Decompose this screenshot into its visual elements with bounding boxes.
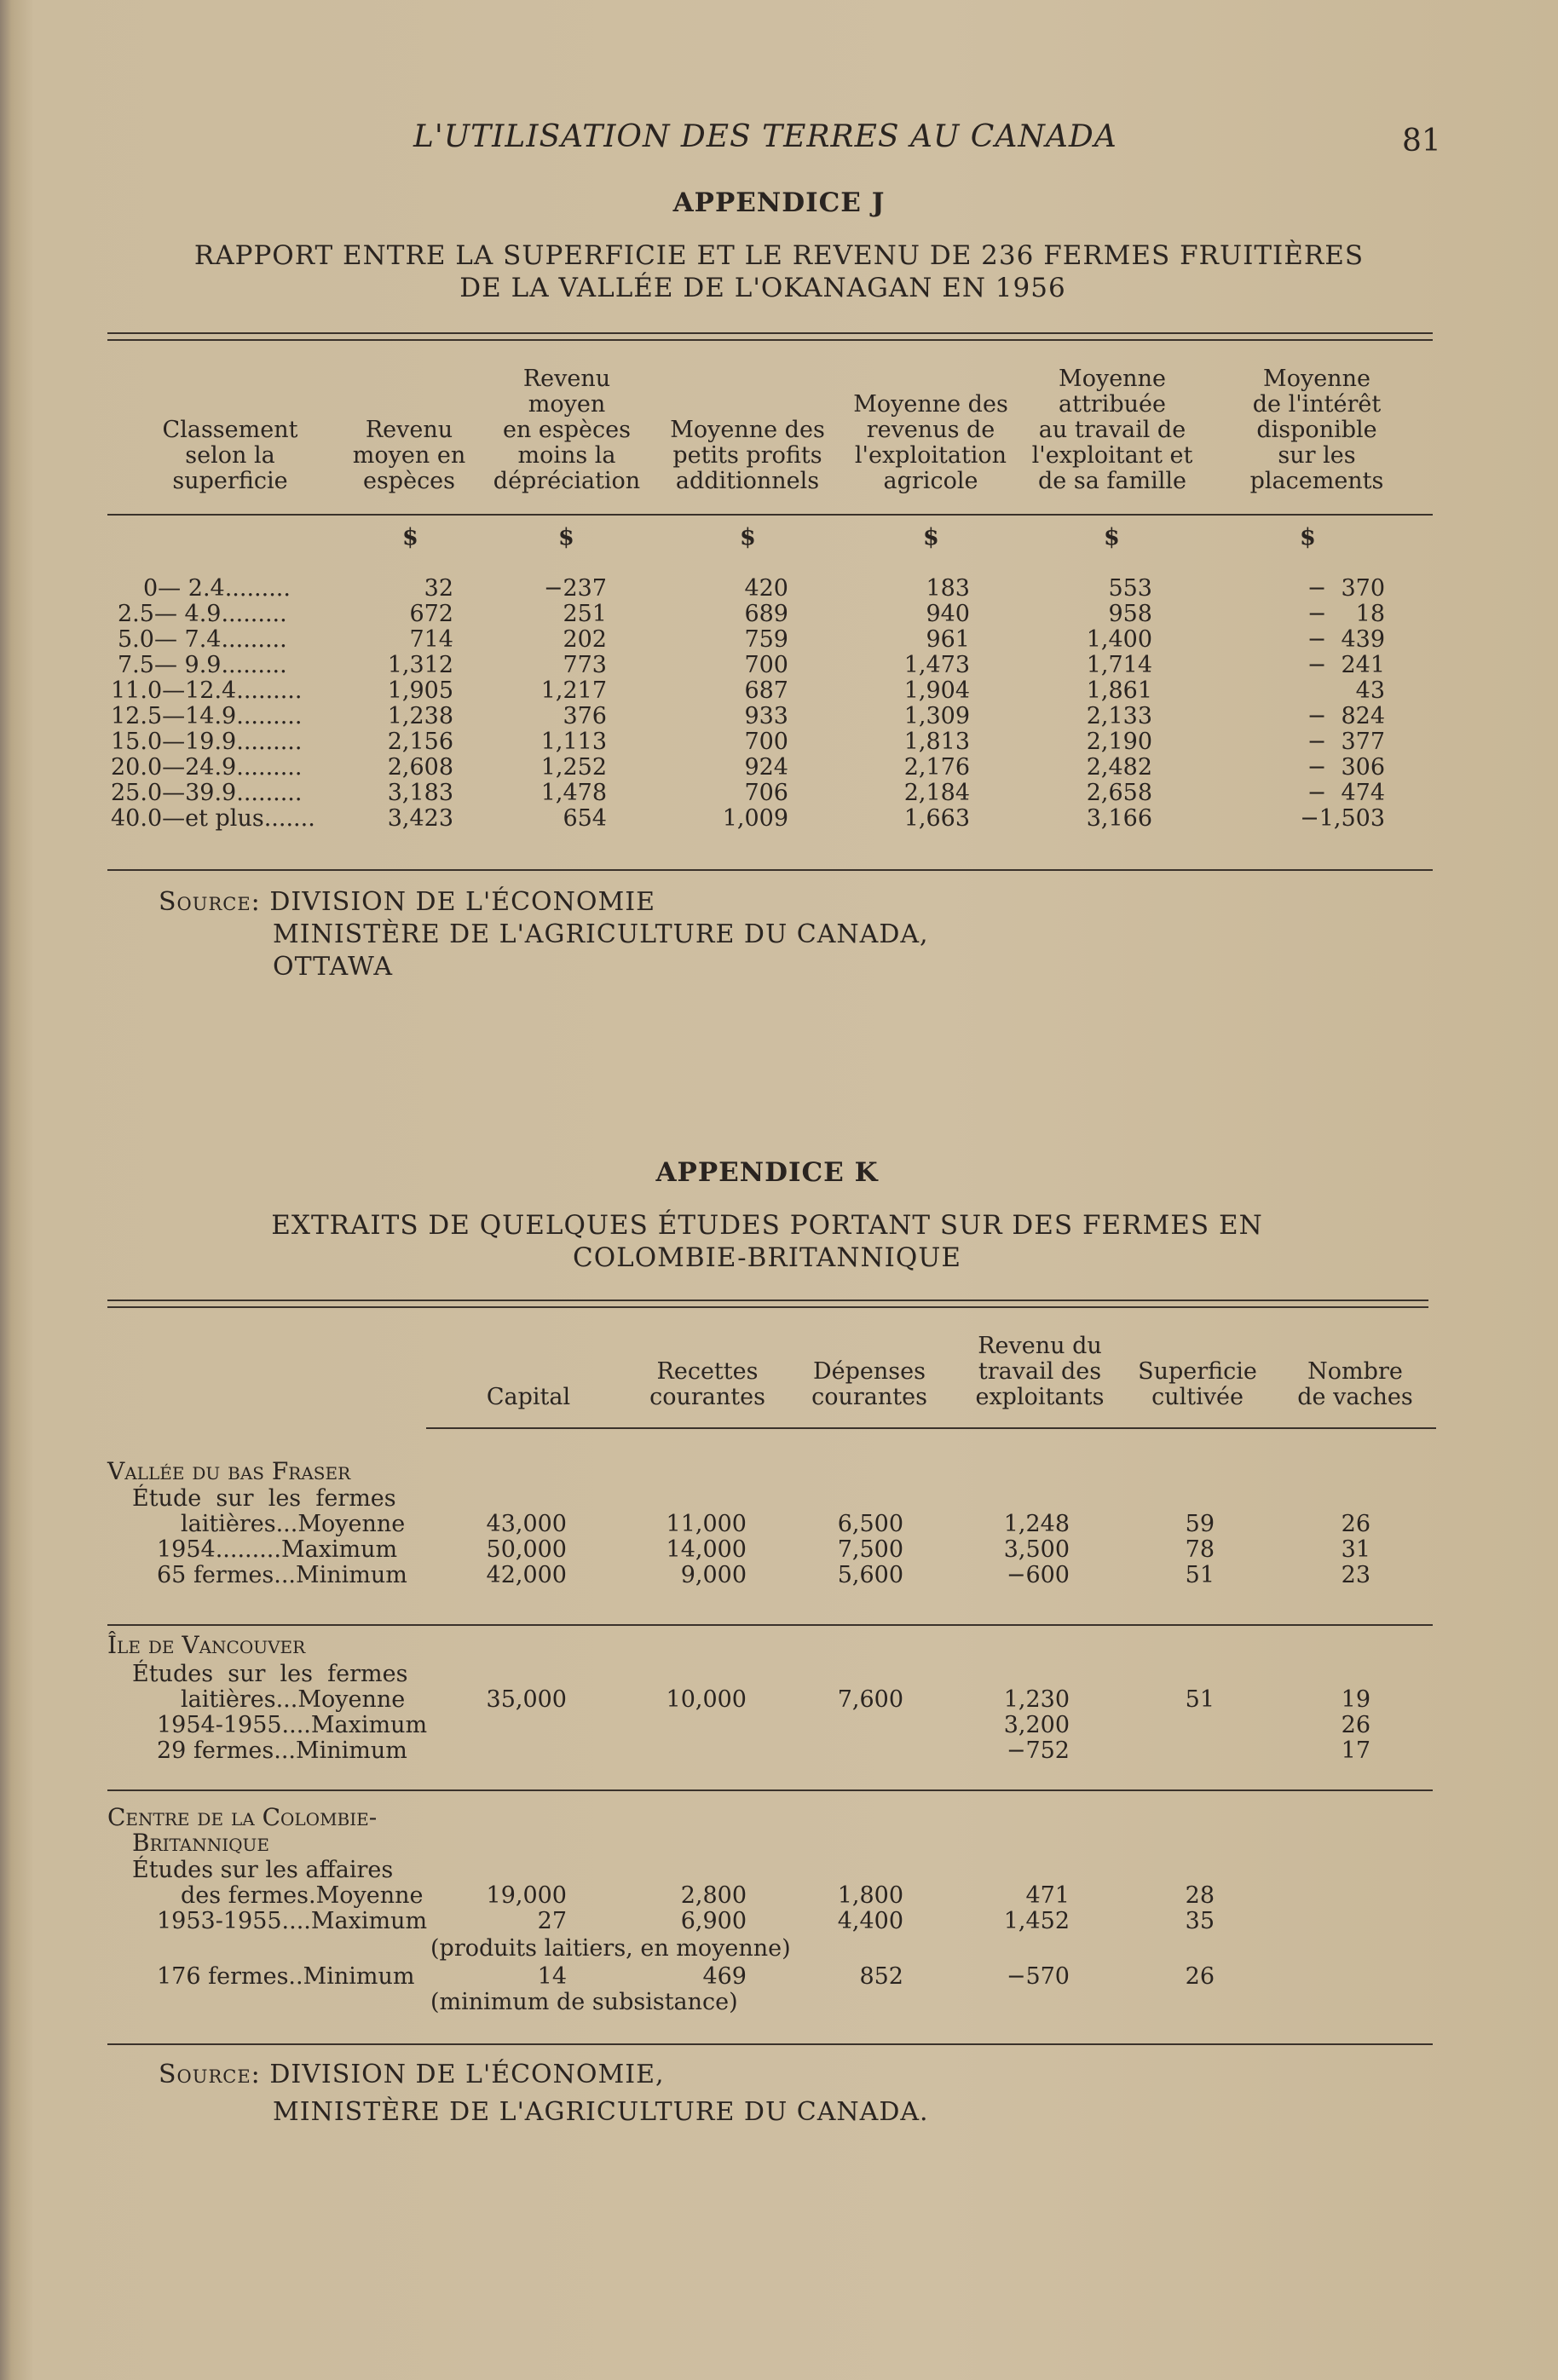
k-cell-rec: 14,000 bbox=[666, 1536, 747, 1563]
k-section3-note-min: (minimum de subsistance) bbox=[430, 1989, 738, 2015]
j-cell-c6: − 824 bbox=[1307, 703, 1385, 729]
j-row-class: 12.5—14.9......... bbox=[111, 703, 303, 729]
k-rule-top-2 bbox=[107, 1306, 1428, 1308]
k-header-recettes: Recettes courantes bbox=[649, 1358, 765, 1410]
j-row-class: 7.5— 9.9......... bbox=[118, 652, 287, 678]
k-source-line2: MINISTÈRE DE L'AGRICULTURE DU CANADA. bbox=[273, 2097, 929, 2127]
j-cell-c3: 420 bbox=[744, 575, 788, 602]
appendix-j-subtitle-1: RAPPORT ENTRE LA SUPERFICIE ET LE REVENU DE 236 FERMES FRUITIÈRES bbox=[193, 240, 1365, 271]
j-cell-c4: 961 bbox=[926, 626, 970, 653]
rule-bottom-j bbox=[107, 869, 1433, 871]
k-source-line1: DIVISION DE L'ÉCONOMIE, bbox=[269, 2060, 665, 2089]
j-header-travail: Moyenne attribuée au travail de l'exploitant et de sa famille bbox=[1031, 366, 1193, 494]
j-source-line1: DIVISION DE L'ÉCONOMIE bbox=[269, 887, 655, 917]
k-rule-sec1 bbox=[107, 1624, 1433, 1626]
j-cell-c6: − 241 bbox=[1307, 652, 1385, 678]
rule-top-1 bbox=[107, 332, 1433, 334]
j-cell-c3: 687 bbox=[744, 677, 788, 704]
appendix-j-subtitle-2: DE LA VALLÉE DE L'OKANAGAN EN 1956 bbox=[459, 273, 1066, 303]
j-cell-c3: 933 bbox=[744, 703, 788, 729]
k-cell-rev: −752 bbox=[1006, 1737, 1070, 1764]
j-cell-c4: 2,176 bbox=[903, 754, 970, 781]
j-source-label: Source: bbox=[159, 887, 261, 917]
k-cell-sup: 51 bbox=[1185, 1562, 1215, 1588]
currency-4: $ bbox=[923, 524, 939, 550]
currency-2: $ bbox=[558, 524, 574, 550]
j-cell-c5: 2,482 bbox=[1086, 754, 1152, 781]
k-section3-line1: Études sur les affaires bbox=[132, 1857, 394, 1883]
k-cell-cap: 27 bbox=[537, 1908, 567, 1934]
j-cell-c1: 672 bbox=[409, 601, 453, 627]
j-cell-c5: 1,861 bbox=[1086, 677, 1152, 704]
j-row-class: 0— 2.4......... bbox=[143, 575, 291, 602]
k-section2-line3: 1954-1955....Maximum bbox=[157, 1712, 428, 1738]
j-row-class: 11.0—12.4......... bbox=[111, 677, 303, 704]
k-cell-rec: 10,000 bbox=[666, 1686, 747, 1713]
k-cell-dep: 7,500 bbox=[837, 1536, 903, 1563]
k-cell-cap: 35,000 bbox=[486, 1686, 567, 1713]
k-header-revenu: Revenu du travail des exploitants bbox=[975, 1333, 1105, 1410]
j-cell-c3: 706 bbox=[744, 780, 788, 806]
k-section1-name: Vallée du bas Fraser bbox=[107, 1457, 351, 1485]
k-cell-rev: 471 bbox=[1025, 1882, 1070, 1909]
currency-1: $ bbox=[402, 524, 418, 550]
k-section1-line1: Étude sur les fermes bbox=[132, 1485, 396, 1512]
k-section3-line3: 1953-1955....Maximum bbox=[157, 1908, 428, 1934]
k-cell-vac: 31 bbox=[1341, 1536, 1370, 1563]
k-cell-cap: 42,000 bbox=[486, 1562, 567, 1588]
k-cell-cap: 19,000 bbox=[486, 1882, 567, 1909]
k-rule-top-1 bbox=[107, 1299, 1428, 1301]
j-header-profits: Moyenne des petits profits additionnels bbox=[670, 417, 825, 494]
j-cell-c2: 654 bbox=[563, 805, 607, 832]
j-cell-c2: 376 bbox=[563, 703, 607, 729]
j-row-class: 5.0— 7.4......... bbox=[118, 626, 287, 653]
k-cell-dep: 5,600 bbox=[837, 1562, 903, 1588]
k-cell-vac: 19 bbox=[1341, 1686, 1370, 1713]
k-header-vaches: Nombre de vaches bbox=[1297, 1358, 1413, 1410]
appendix-j-title: APPENDICE J bbox=[672, 187, 886, 218]
k-section3-line2: des fermes.Moyenne bbox=[181, 1882, 424, 1909]
j-row-class: 2.5— 4.9......... bbox=[118, 601, 287, 627]
j-cell-c5: 1,400 bbox=[1086, 626, 1152, 653]
j-source-line2: MINISTÈRE DE L'AGRICULTURE DU CANADA, bbox=[273, 919, 929, 949]
j-row-class: 40.0—et plus....... bbox=[111, 805, 315, 832]
rule-header bbox=[107, 514, 1433, 516]
j-cell-c2: −237 bbox=[543, 575, 607, 602]
k-section1-line3: 1954.........Maximum bbox=[157, 1536, 398, 1563]
j-header-interet: Moyenne de l'intérêt disponible sur les placements bbox=[1249, 366, 1384, 494]
j-cell-c2: 202 bbox=[563, 626, 607, 653]
j-cell-c3: 689 bbox=[744, 601, 788, 627]
k-cell-rev: −600 bbox=[1006, 1562, 1070, 1588]
k-cell-rec: 11,000 bbox=[666, 1511, 747, 1537]
j-source-line3: OTTAWA bbox=[273, 952, 393, 982]
k-source bbox=[159, 2059, 665, 2091]
j-cell-c2: 251 bbox=[563, 601, 607, 627]
j-header-class: Classement selon la superficie bbox=[162, 417, 298, 494]
j-cell-c4: 940 bbox=[926, 601, 970, 627]
k-section1-line2: laitières...Moyenne bbox=[181, 1511, 406, 1537]
j-row-class: 15.0—19.9......... bbox=[111, 729, 303, 755]
j-cell-c5: 958 bbox=[1108, 601, 1152, 627]
j-header-revenu-dep: Revenu moyen en espèces moins la dépréciation bbox=[493, 366, 641, 494]
k-cell-vac: 26 bbox=[1341, 1511, 1370, 1537]
k-cell-rec: 6,900 bbox=[680, 1908, 747, 1934]
k-cell-sup: 51 bbox=[1185, 1686, 1215, 1713]
k-cell-cap: 43,000 bbox=[486, 1511, 567, 1537]
k-cell-sup: 78 bbox=[1185, 1536, 1215, 1563]
k-cell-vac: 17 bbox=[1341, 1737, 1370, 1764]
j-cell-c1: 2,156 bbox=[387, 729, 453, 755]
k-cell-rev: 3,200 bbox=[1003, 1712, 1070, 1738]
j-cell-c2: 1,478 bbox=[540, 780, 607, 806]
j-header-revenu: Revenu moyen en espèces bbox=[352, 417, 466, 494]
j-cell-c3: 700 bbox=[744, 652, 788, 678]
rule-top-2 bbox=[107, 339, 1433, 341]
k-header-capital: Capital bbox=[486, 1384, 571, 1410]
j-row-class: 25.0—39.9......... bbox=[111, 780, 303, 806]
k-cell-sup: 28 bbox=[1185, 1882, 1215, 1909]
j-cell-c3: 759 bbox=[744, 626, 788, 653]
j-cell-c4: 1,813 bbox=[903, 729, 970, 755]
k-section3-name-1: Centre de la Colombie- bbox=[107, 1803, 378, 1831]
k-cell-dep: 6,500 bbox=[837, 1511, 903, 1537]
k-cell-rev: 1,230 bbox=[1003, 1686, 1070, 1713]
j-cell-c1: 2,608 bbox=[387, 754, 453, 781]
j-cell-c4: 1,904 bbox=[903, 677, 970, 704]
currency-3: $ bbox=[740, 524, 756, 550]
j-cell-c6: − 377 bbox=[1307, 729, 1385, 755]
j-cell-c2: 773 bbox=[563, 652, 607, 678]
k-section1-line4: 65 fermes...Minimum bbox=[157, 1562, 407, 1588]
k-header-depenses: Dépenses courantes bbox=[811, 1358, 927, 1410]
k-cell-rev: 1,452 bbox=[1003, 1908, 1070, 1934]
j-cell-c5: 3,166 bbox=[1086, 805, 1152, 832]
j-cell-c3: 700 bbox=[744, 729, 788, 755]
j-cell-c3: 1,009 bbox=[722, 805, 788, 832]
j-cell-c4: 183 bbox=[926, 575, 970, 602]
k-cell-rec: 9,000 bbox=[680, 1562, 747, 1588]
j-cell-c6: − 439 bbox=[1307, 626, 1385, 653]
k-cell-sup: 26 bbox=[1185, 1963, 1215, 1990]
k-cell-rev: 3,500 bbox=[1003, 1536, 1070, 1563]
k-rule-bottom bbox=[107, 2043, 1433, 2045]
j-cell-c5: 1,714 bbox=[1086, 652, 1152, 678]
k-source-label: Source: bbox=[159, 2060, 261, 2089]
page-number: 81 bbox=[1402, 124, 1441, 158]
k-cell-dep: 7,600 bbox=[837, 1686, 903, 1713]
k-section3-note-max: (produits laitiers, en moyenne) bbox=[430, 1935, 791, 1962]
appendix-k-title: APPENDICE K bbox=[655, 1157, 879, 1188]
k-section2-name: Île de Vancouver bbox=[107, 1631, 306, 1659]
appendix-k-subtitle-2: COLOMBIE-BRITANNIQUE bbox=[573, 1242, 961, 1273]
k-rule-header bbox=[426, 1427, 1436, 1429]
j-cell-c6: − 18 bbox=[1307, 601, 1385, 627]
j-cell-c6: 43 bbox=[1355, 677, 1385, 704]
running-head: L'UTILISATION DES TERRES AU CANADA bbox=[413, 119, 1117, 154]
k-rule-sec2 bbox=[107, 1789, 1433, 1791]
k-cell-dep: 4,400 bbox=[837, 1908, 903, 1934]
k-cell-vac: 26 bbox=[1341, 1712, 1370, 1738]
j-cell-c4: 1,663 bbox=[903, 805, 970, 832]
k-cell-sup: 35 bbox=[1185, 1908, 1215, 1934]
j-cell-c2: 1,252 bbox=[540, 754, 607, 781]
j-cell-c4: 2,184 bbox=[903, 780, 970, 806]
j-cell-c1: 32 bbox=[424, 575, 453, 602]
j-cell-c5: 553 bbox=[1108, 575, 1152, 602]
j-cell-c1: 714 bbox=[409, 626, 453, 653]
k-section3-line4: 176 fermes..Minimum bbox=[157, 1963, 415, 1990]
k-cell-vac: 23 bbox=[1341, 1562, 1370, 1588]
k-cell-dep: 1,800 bbox=[837, 1882, 903, 1909]
k-cell-rev: 1,248 bbox=[1003, 1511, 1070, 1537]
j-cell-c2: 1,217 bbox=[540, 677, 607, 704]
j-cell-c6: −1,503 bbox=[1300, 805, 1385, 832]
j-cell-c1: 3,183 bbox=[387, 780, 453, 806]
j-cell-c6: − 306 bbox=[1307, 754, 1385, 781]
j-cell-c1: 1,905 bbox=[387, 677, 453, 704]
appendix-k-subtitle-1: EXTRAITS DE QUELQUES ÉTUDES PORTANT SUR DES FERMES EN bbox=[271, 1210, 1263, 1241]
k-cell-cap: 50,000 bbox=[486, 1536, 567, 1563]
currency-6: $ bbox=[1300, 524, 1316, 550]
j-cell-c5: 2,190 bbox=[1086, 729, 1152, 755]
j-cell-c6: − 474 bbox=[1307, 780, 1385, 806]
k-section2-line2: laitières...Moyenne bbox=[181, 1686, 406, 1713]
j-cell-c1: 3,423 bbox=[387, 805, 453, 832]
k-section3-name-2: Britannique bbox=[132, 1829, 269, 1857]
k-cell-rec: 2,800 bbox=[680, 1882, 747, 1909]
k-cell-dep: 852 bbox=[859, 1963, 903, 1990]
j-cell-c1: 1,312 bbox=[387, 652, 453, 678]
j-cell-c5: 2,133 bbox=[1086, 703, 1152, 729]
k-cell-sup: 59 bbox=[1185, 1511, 1215, 1537]
j-cell-c5: 2,658 bbox=[1086, 780, 1152, 806]
j-header-exploitation: Moyenne des revenus de l'exploitation agricole bbox=[853, 391, 1008, 494]
j-source bbox=[159, 886, 655, 919]
k-cell-rev: −570 bbox=[1006, 1963, 1070, 1990]
currency-5: $ bbox=[1104, 524, 1120, 550]
j-cell-c4: 1,309 bbox=[903, 703, 970, 729]
k-cell-cap: 14 bbox=[537, 1963, 567, 1990]
j-row-class: 20.0—24.9......... bbox=[111, 754, 303, 781]
k-section2-line4: 29 fermes...Minimum bbox=[157, 1737, 407, 1764]
k-section2-line1: Études sur les fermes bbox=[132, 1661, 408, 1687]
j-cell-c1: 1,238 bbox=[387, 703, 453, 729]
j-cell-c4: 1,473 bbox=[903, 652, 970, 678]
j-cell-c3: 924 bbox=[744, 754, 788, 781]
j-cell-c2: 1,113 bbox=[540, 729, 607, 755]
k-cell-rec: 469 bbox=[702, 1963, 747, 1990]
k-header-superficie: Superficie cultivée bbox=[1138, 1358, 1257, 1410]
j-cell-c6: − 370 bbox=[1307, 575, 1385, 602]
